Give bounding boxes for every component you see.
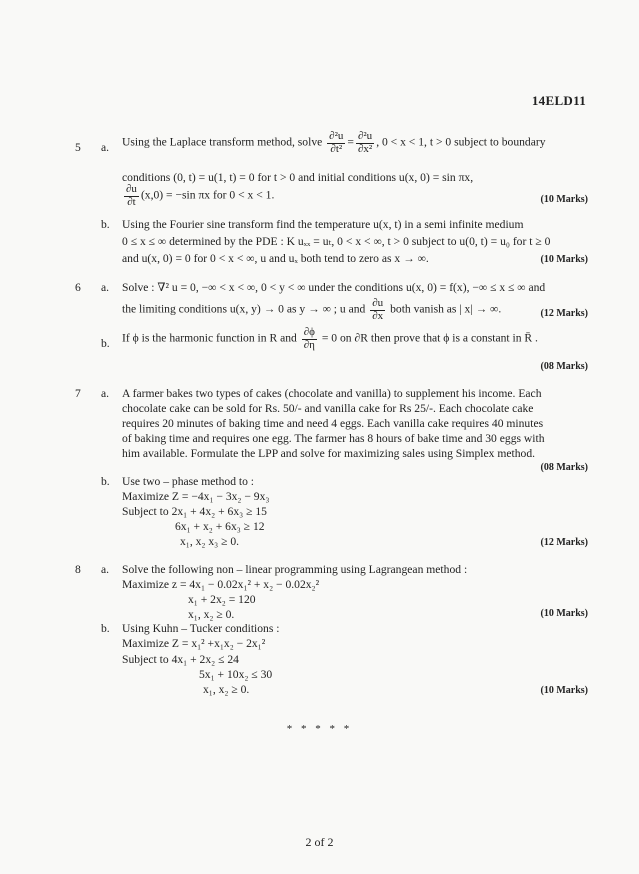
- q6b-marks: (08 Marks): [540, 361, 588, 372]
- question-number-8: 8: [75, 563, 81, 576]
- q8a-line3: x₁ + 2x₂ = 120: [188, 593, 256, 606]
- fraction-d2u-dt2: $\frac{\text{∂²u}}{\text{∂t²}}$: [329, 130, 344, 155]
- q8b-line4: 5x₁ + 10x₂ ≤ 30: [199, 668, 273, 681]
- q8b-line1: Using Kuhn – Tucker conditions :: [122, 622, 280, 635]
- q7b-line5: x₁, x₂ x₃ ≥ 0.: [180, 535, 240, 548]
- q6a-marks: (12 Marks): [540, 308, 588, 319]
- q8b-label: b.: [101, 622, 110, 635]
- q5a-line2: conditions (0, t) = u(1, t) = 0 for t > 0 and initial conditions u(x, 0) = sin πx,: [122, 171, 474, 184]
- q7b-line2: Maximize Z = −4x₁ − 3x₂ − 9x₃: [122, 490, 270, 503]
- question-number-5: 5: [75, 141, 81, 154]
- q7a-line5: him available. Formulate the LPP and solve for maximizing sales using Simplex method.: [122, 447, 536, 460]
- q6a-label: a.: [101, 281, 110, 294]
- q8a-marks: (10 Marks): [540, 608, 588, 619]
- question-number-7: 7: [75, 387, 81, 400]
- q7a-marks: (08 Marks): [540, 462, 588, 473]
- q5a-text: Using the Laplace transform method, solve: [122, 135, 323, 149]
- q5a-label: a.: [101, 141, 110, 154]
- q5b-label: b.: [101, 218, 110, 231]
- q5b-line1: Using the Fourier sine transform find the temperature u(x, t) in a semi infinite medium: [122, 218, 524, 231]
- q7b-marks: (12 Marks): [540, 537, 588, 548]
- fraction-du-dt: $\frac{\partial u}{\partial t}$: [126, 183, 137, 208]
- q5b-line3: and u(x, 0) = 0 for 0 < x < ∞, u and uₓ both tend to zero as x → ∞.: [122, 252, 429, 265]
- q5b-line2: 0 ≤ x ≤ ∞ determined by the PDE : K uₓₓ = uₜ, 0 < x < ∞, t > 0 subject to u(0, t) = u₀ for t ≥ 0: [122, 235, 551, 248]
- subject-code: 14ELD11: [531, 93, 586, 108]
- q8b-marks: (10 Marks): [540, 685, 588, 696]
- q7a-line2: chocolate cake can be sold for Rs. 50/- and vanilla cake for Rs 25/-. Each chocolate cake: [122, 402, 534, 415]
- q7b-line3: Subject to 2x₁ + 4x₂ + 6x₃ ≥ 15: [122, 505, 267, 518]
- q6a-line2: the limiting conditions u(x, y) → 0 as y → ∞ ; u and $\frac{\partial u}{\partial x}$ both vanish as | x| → ∞.: [122, 297, 502, 322]
- q8a-line4: x₁, x₂ ≥ 0.: [188, 608, 235, 621]
- q5a-line3: $\frac{\partial u}{\partial t}$ (x,0) = −sin πx for 0 < x < 1.: [126, 183, 275, 208]
- q7a-line1: A farmer bakes two types of cakes (chocolate and vanilla) to supplement his income. Each: [122, 387, 542, 400]
- question-number-6: 6: [75, 281, 81, 294]
- q5a-line1: Using the Laplace transform method, solve $\frac{\text{∂²u}}{\text{∂t²}}$ = $\frac{\text{∂²u}}{\text{∂x²}}$ , 0 < x < 1, t > 0 subject to boundary: [122, 130, 546, 155]
- q7b-line4: 6x₁ + x₂ + 6x₃ ≥ 12: [175, 520, 265, 533]
- end-stars: * * * * *: [286, 723, 353, 735]
- q5b-marks: (10 Marks): [540, 254, 588, 265]
- q8b-line2: Maximize Z = x₁² +x₁x₂ − 2x₁²: [122, 637, 266, 650]
- fraction-du-dx: $\frac{\partial u}{\partial x}$: [372, 297, 384, 322]
- q5a-marks: (10 Marks): [540, 194, 588, 205]
- q8a-line2: Maximize z = 4x₁ − 0.02x₁² + x₂ − 0.02x₂²: [122, 578, 320, 591]
- q8b-line3: Subject to 4x₁ + 2x₂ ≤ 24: [122, 653, 239, 666]
- fraction-dphi-deta: $\frac{\partial\phi}{\partial\eta}$: [303, 326, 315, 351]
- q8a-line1: Solve the following non – linear programming using Lagrangean method :: [122, 563, 468, 576]
- q7b-label: b.: [101, 475, 110, 488]
- q7a-line3: requires 20 minutes of baking time and need 4 eggs. Each vanilla cake requires 40 minutes: [122, 417, 544, 430]
- q8a-label: a.: [101, 563, 110, 576]
- q6b-label: b.: [101, 337, 110, 350]
- page-number: 2 of 2: [305, 835, 334, 849]
- fraction-d2u-dx2: $\frac{\text{∂²u}}{\text{∂x²}}$: [357, 130, 373, 155]
- q7b-line1: Use two – phase method to :: [122, 475, 255, 488]
- q6a-line1: Solve : ∇² u = 0, −∞ < x < ∞, 0 < y < ∞ under the conditions u(x, 0) = f(x), −∞ ≤ x ≤ ∞ and: [122, 281, 546, 294]
- q8b-line5: x₁, x₂ ≥ 0.: [203, 683, 250, 696]
- q7a-line4: of baking time and requires one egg. The farmer has 8 hours of bake time and 30 eggs with: [122, 432, 545, 445]
- q7a-label: a.: [101, 387, 110, 400]
- q6b-line1: If ϕ is the harmonic function in R and $\frac{\partial\phi}{\partial\eta}$ = 0 on ∂R then prove that ϕ is a constant in R̄ .: [122, 326, 538, 351]
